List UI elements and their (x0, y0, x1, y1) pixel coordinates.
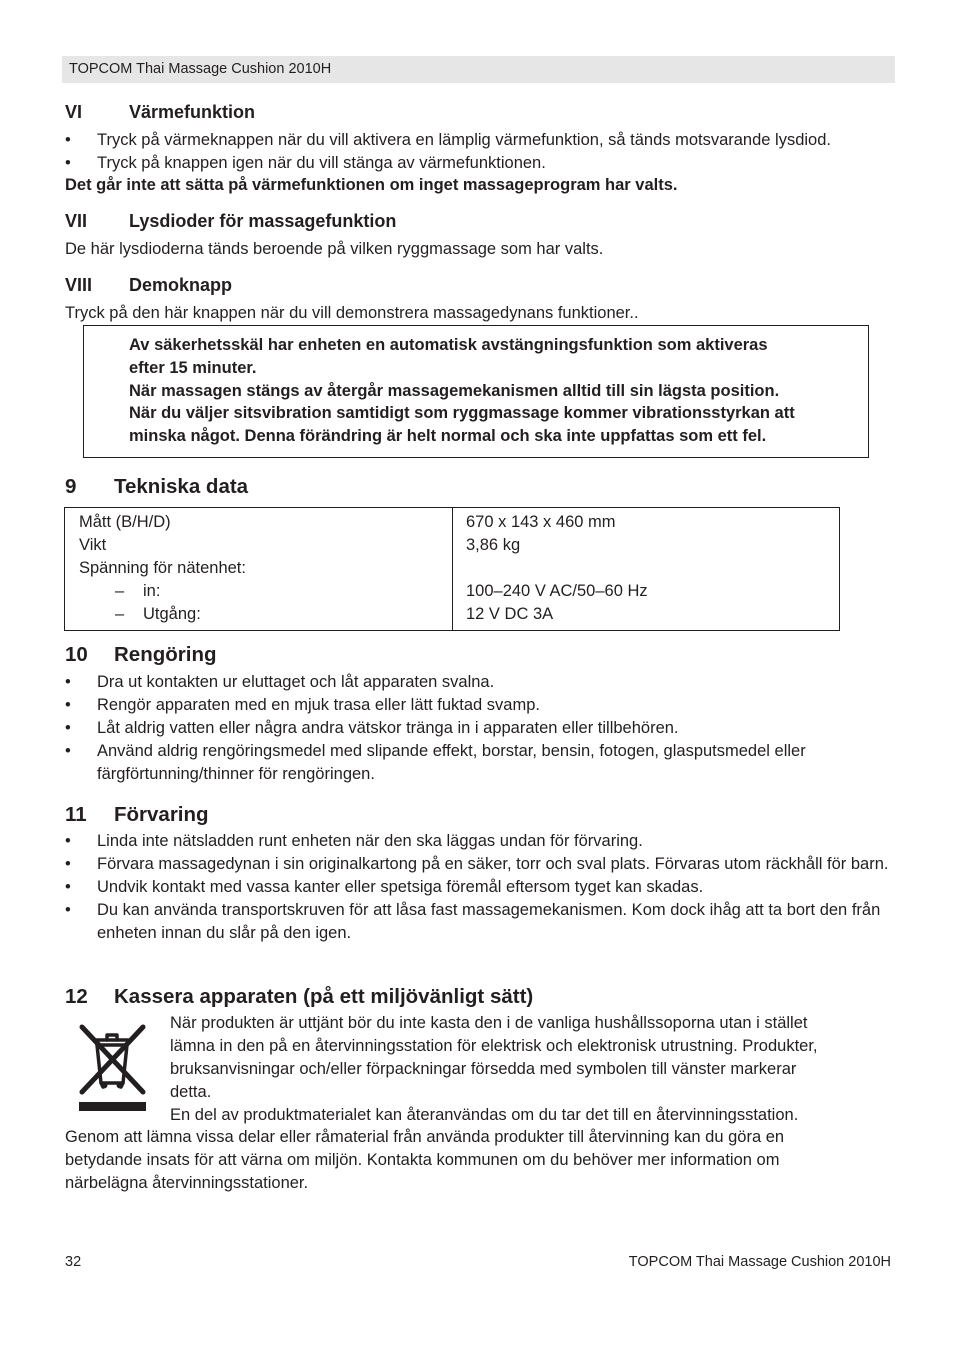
list-item: • Dra ut kontakten ur eluttaget och låt apparaten svalna. (65, 671, 895, 694)
section-title: Demoknapp (129, 275, 233, 295)
section-vii-text: De här lysdioderna tänds beroende på vilken ryggmassage som har valts. (65, 240, 604, 258)
note-line: efter 15 minuter. (129, 358, 257, 377)
header-title: TOPCOM Thai Massage Cushion 2010H (69, 61, 332, 77)
section-number: 12 (65, 985, 88, 1008)
note-line: minska något. Denna förändring är helt normal och ska inte uppfattas som ett fel. (129, 427, 767, 446)
section-title: Rengöring (114, 643, 217, 666)
text-line: En del av produktmaterialet kan återanvändas om du tar det till en återvinningsstation. (170, 1106, 799, 1124)
table-cell: 100–240 V AC/50–60 Hz (466, 582, 648, 600)
section-viii-heading (65, 274, 232, 297)
section-vi-heading (65, 101, 255, 124)
section-10-heading (65, 643, 217, 666)
dash-marker: – (115, 605, 125, 623)
section-number: 9 (65, 475, 77, 498)
table-label-column (65, 508, 453, 630)
text-line: bruksanvisningar och/eller förpackningar försedda med symbolen till vänster markerar (170, 1060, 797, 1078)
table-cell: 670 x 143 x 460 mm (466, 513, 616, 531)
list-item: • Använd aldrig rengöringsmedel med slipande effekt, borstar, bensin, fotogen, glasputsmedel eller färgförtunning/thinner för rengöringen. (65, 740, 895, 786)
dash-marker: – (115, 582, 125, 600)
text-line: närbelägna återvinningsstationer. (65, 1174, 309, 1192)
text-line: Genom att lämna vissa delar eller råmaterial från använda produkter till återvinning kan du göra en (65, 1128, 785, 1146)
section-title: Förvaring (114, 803, 209, 826)
page-number: 32 (65, 1254, 82, 1270)
list-item: • Du kan använda transportskruven för att låsa fast massagemekanismen. Kom dock ihåg att ta bort den från enheten innan du slår på den igen. (65, 899, 900, 945)
cell-label: Utgång: (143, 605, 201, 623)
text-line: betydande insats för att värna om miljön. Kontakta kommunen om du behöver mer information om (65, 1151, 780, 1169)
list-item: • Tryck på knappen igen när du vill stänga av värmefunktionen. (65, 152, 905, 175)
section-title: Tekniska data (114, 475, 249, 498)
list-item: • Linda inte nätsladden runt enheten när den ska läggas undan för förvaring. (65, 830, 900, 853)
table-cell (79, 580, 452, 603)
list-item: • Förvara massagedynan i sin originalkartong på en säker, torr och sval plats. Förvaras utom räckhåll för barn. (65, 853, 900, 876)
cell-label: in: (143, 582, 161, 600)
section-11-list (65, 830, 900, 945)
section-title: Lysdioder för massagefunktion (129, 211, 397, 231)
text-line: detta. (170, 1083, 212, 1101)
page-header (62, 56, 895, 83)
technical-data-table (64, 507, 840, 631)
section-vi-note: Det går inte att sätta på värmefunktionen om inget massageprogram har valts. (65, 176, 678, 194)
list-item: • Rengör apparaten med en mjuk trasa eller lätt fuktad svamp. (65, 694, 895, 717)
section-number: VIII (65, 275, 93, 295)
section-title: Kassera apparaten (på ett miljövänligt sätt) (114, 985, 534, 1008)
section-10-list (65, 671, 895, 786)
section-viii-text: Tryck på den här knappen när du vill demonstrera massagedynans funktioner.. (65, 304, 639, 322)
section-9-heading (65, 475, 248, 498)
list-item: • Undvik kontakt med vassa kanter eller spetsiga föremål eftersom tyget kan skadas. (65, 876, 900, 899)
section-number: VI (65, 102, 83, 122)
list-item: • Tryck på värmeknappen när du vill aktivera en lämplig värmefunktion, så tänds motsvarande lysdiod. (65, 129, 905, 152)
section-number: VII (65, 211, 88, 231)
text-line: När produkten är uttjänt bör du inte kasta den i de vanliga hushållssoporna utan i stället (170, 1014, 808, 1032)
section-vii-heading (65, 210, 396, 233)
section-12-paragraph-full (65, 1126, 895, 1195)
note-line: När du väljer sitsvibration samtidigt som ryggmassage kommer vibrationsstyrkan att (129, 404, 795, 423)
footer-title: TOPCOM Thai Massage Cushion 2010H (628, 1254, 891, 1270)
table-cell: Spänning för nätenhet: (79, 559, 246, 577)
table-value-column (453, 508, 839, 630)
safety-note-box (83, 325, 869, 458)
section-vi-list (65, 129, 905, 175)
section-12-paragraph-right (170, 1012, 895, 1127)
table-cell (466, 557, 839, 580)
section-number: 11 (65, 803, 87, 826)
list-item: • Låt aldrig vatten eller några andra vätskor tränga in i apparaten eller tillbehören. (65, 717, 895, 740)
crossed-out-wheelie-bin-icon (77, 1021, 147, 1113)
section-12-heading (65, 985, 533, 1008)
note-line: När massagen stängs av återgår massagemekanismen alltid till sin lägsta position. (129, 381, 780, 400)
text-line: lämna in den på en återvinningsstation för elektrisk och elektronisk utrustning. Produkter, (170, 1037, 818, 1055)
table-cell: 3,86 kg (466, 536, 521, 554)
table-cell: Vikt (79, 536, 107, 554)
note-line: Av säkerhetsskäl har enheten en automatisk avstängningsfunktion som aktiveras (129, 336, 768, 354)
table-cell (79, 603, 452, 626)
section-title: Värmefunktion (129, 102, 256, 122)
section-11-heading (65, 803, 209, 826)
table-cell: 12 V DC 3A (466, 605, 554, 623)
table-cell: Mått (B/H/D) (79, 513, 171, 531)
section-number: 10 (65, 643, 88, 666)
